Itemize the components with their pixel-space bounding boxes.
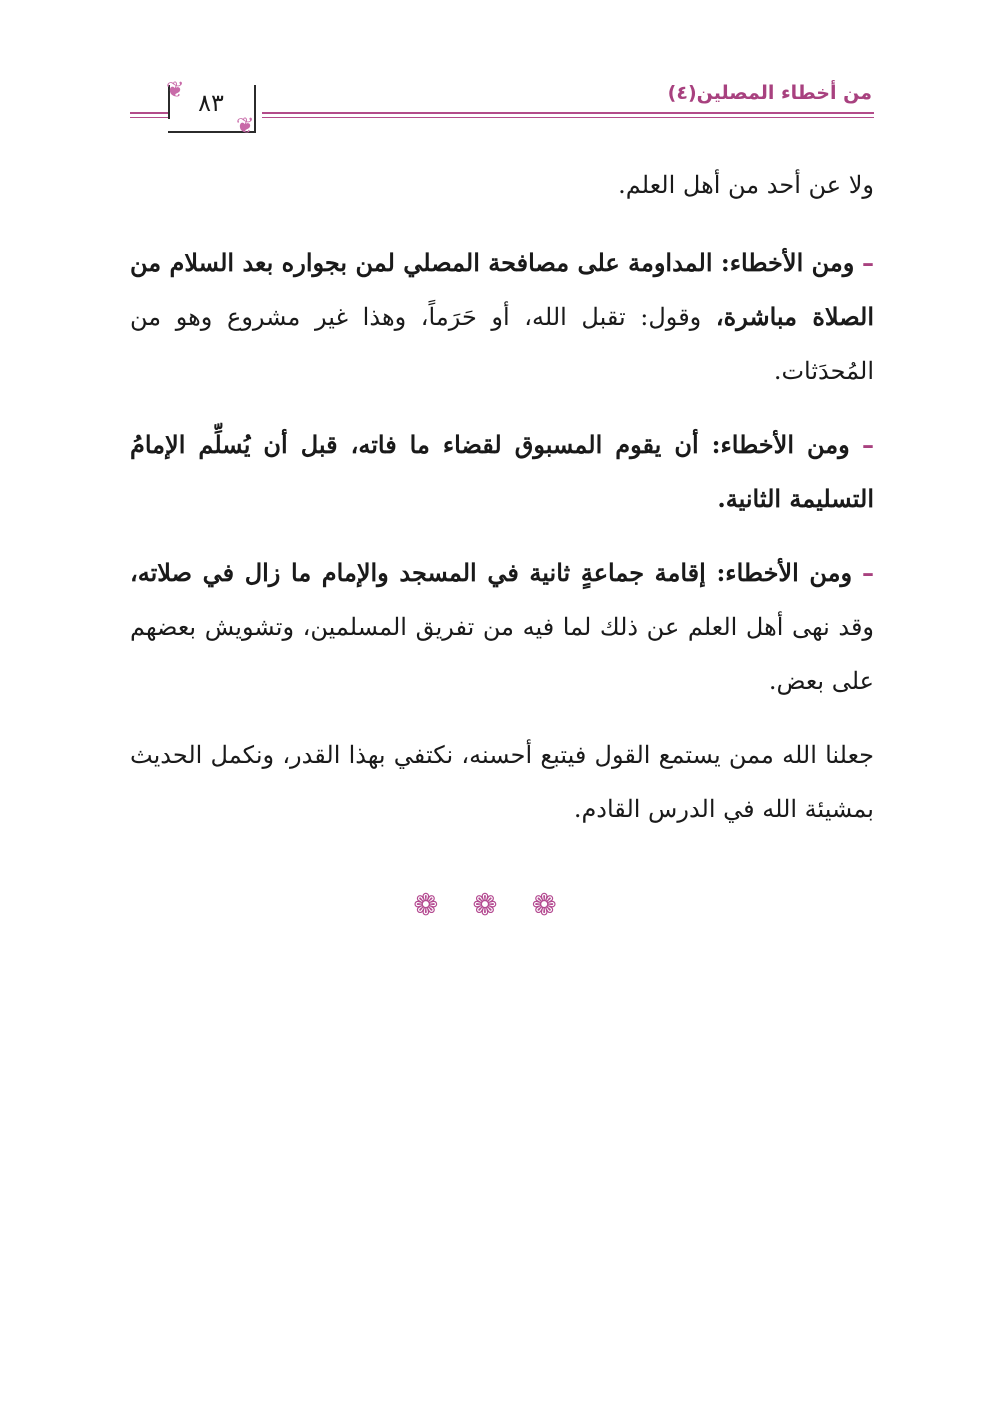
paragraph-error-handshake <box>130 236 874 398</box>
bullet-dash: – <box>862 248 874 277</box>
chapter-title: من أخطاء المصلين(٤) <box>667 82 872 104</box>
header-rule <box>262 112 874 114</box>
flower-ornament-icon: ❁ <box>531 888 591 923</box>
page-body <box>130 158 874 856</box>
corner-ornament-icon: ❦ <box>236 114 255 139</box>
header-rule-thin <box>262 117 874 118</box>
paragraph-error-masbuq <box>130 418 874 526</box>
paragraph-heading: ومن الأخطاء: إقامة جماعةٍ ثانية في المسجد والإمام ما زال في صلاته، <box>130 558 853 587</box>
paragraph-heading: ومن الأخطاء: أن يقوم المسبوق لقضاء ما فاته، قبل أن يُسلِّم الإمامُ التسليمة الثانية. <box>130 430 874 513</box>
corner-ornament-icon: ❦ <box>166 78 185 103</box>
paragraph-heading: ومن الأخطاء: المداومة على مصافحة المصلي لمن بجواره بعد السلام من الصلاة مباشرة، <box>130 248 874 331</box>
paragraph: ولا عن أحد من أهل العلم. <box>618 171 874 199</box>
header-rule-left <box>130 112 168 114</box>
paragraph-error-second-jamaah <box>130 546 874 708</box>
bullet-dash: – <box>862 558 874 587</box>
page-number: ٨٣ <box>198 89 224 117</box>
paragraph-closing: جعلنا الله ممن يستمع القول فيتبع أحسنه، نكتفي بهذا القدر، ونكمل الحديث بمشيئة الله في الدرس القادم. <box>130 741 874 823</box>
flower-ornament-icon: ❁ <box>472 888 532 923</box>
section-separator <box>0 888 1004 923</box>
paragraph-text: وقد نهى أهل العلم عن ذلك لما فيه من تفريق المسلمين، وتشويش بعضهم على بعض. <box>130 613 874 695</box>
bullet-dash: – <box>862 430 874 459</box>
header-rule-left-thin <box>130 117 168 118</box>
flower-ornament-icon: ❁ <box>413 888 473 923</box>
page-header <box>0 70 1004 150</box>
paragraph-text: وقول: تقبل الله، أو حَرَماً، وهذا غير مشروع وهو من المُحدَثات. <box>130 303 874 385</box>
